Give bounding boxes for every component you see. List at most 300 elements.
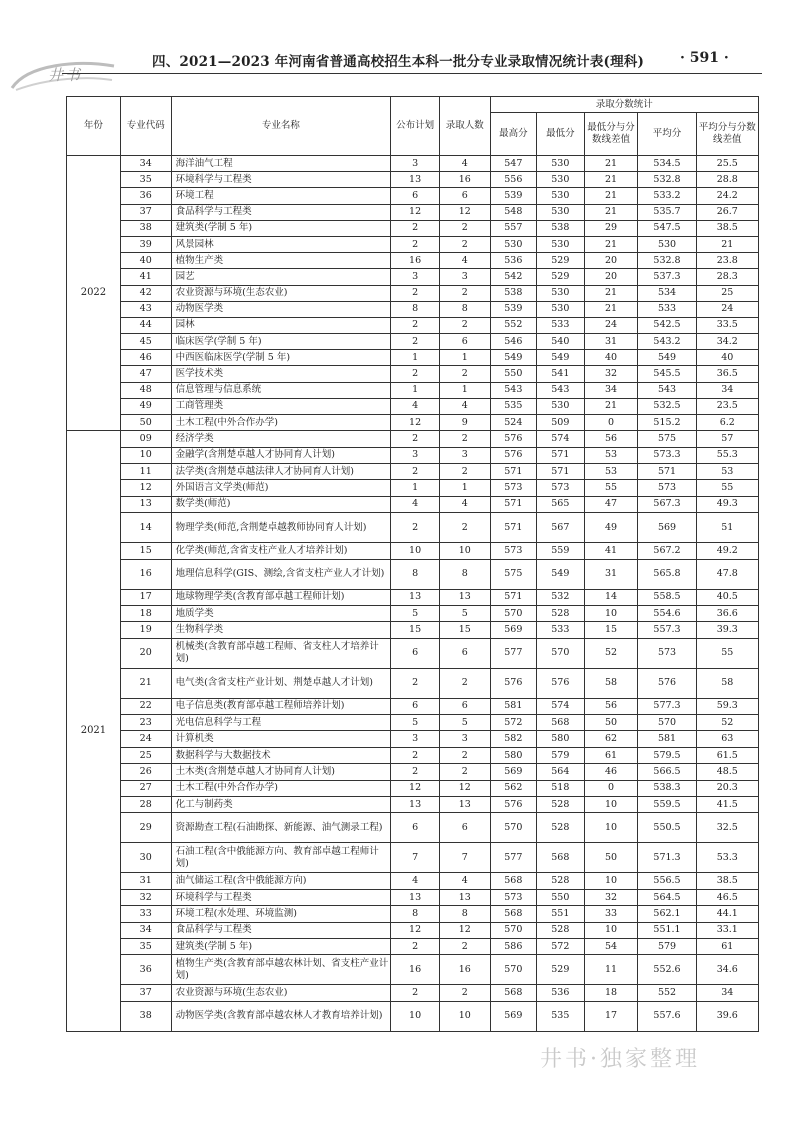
min-diff-cell: 10	[584, 605, 638, 621]
min-cell: 535	[537, 1001, 585, 1031]
min-cell: 543	[537, 382, 585, 398]
plan-cell: 16	[391, 253, 440, 269]
max-cell: 575	[490, 559, 536, 589]
min-cell: 541	[537, 366, 585, 382]
avg-diff-cell: 34.6	[696, 955, 758, 985]
plan-cell: 2	[391, 764, 440, 780]
max-cell: 539	[490, 188, 536, 204]
max-cell: 570	[490, 922, 536, 938]
year-cell: 2022	[67, 156, 121, 431]
max-cell: 550	[490, 366, 536, 382]
plan-cell: 15	[391, 622, 440, 638]
plan-cell: 3	[391, 447, 440, 463]
min-diff-cell: 18	[584, 985, 638, 1001]
max-cell: 571	[490, 513, 536, 543]
max-cell: 582	[490, 731, 536, 747]
table-row	[67, 889, 759, 905]
avg-cell: 543.2	[638, 334, 696, 350]
name-cell: 地理信息科学(GIS、测绘,含省支柱产业人才计划)	[171, 559, 391, 589]
min-diff-cell: 0	[584, 415, 638, 431]
table-row	[67, 747, 759, 763]
min-cell: 579	[537, 747, 585, 763]
min-cell: 567	[537, 513, 585, 543]
max-cell: 543	[490, 382, 536, 398]
avg-cell: 532.5	[638, 398, 696, 414]
min-cell: 571	[537, 447, 585, 463]
plan-cell: 10	[391, 543, 440, 559]
min-cell: 532	[537, 589, 585, 605]
code-cell: 45	[120, 334, 171, 350]
code-cell: 43	[120, 301, 171, 317]
avg-diff-cell: 24.2	[696, 188, 758, 204]
avg-cell: 552.6	[638, 955, 696, 985]
admitted-cell: 2	[439, 317, 490, 333]
col-avg-diff: 平均分与分数线差值	[696, 113, 758, 156]
code-cell: 13	[120, 496, 171, 512]
min-diff-cell: 41	[584, 543, 638, 559]
code-cell: 17	[120, 589, 171, 605]
plan-cell: 13	[391, 797, 440, 813]
avg-cell: 558.5	[638, 589, 696, 605]
admitted-cell: 2	[439, 463, 490, 479]
min-diff-cell: 11	[584, 955, 638, 985]
avg-diff-cell: 51	[696, 513, 758, 543]
name-cell: 环境工程(水处理、环境监测)	[171, 906, 391, 922]
name-cell: 动物医学类	[171, 301, 391, 317]
max-cell: 571	[490, 463, 536, 479]
code-cell: 36	[120, 955, 171, 985]
max-cell: 530	[490, 236, 536, 252]
avg-diff-cell: 53.3	[696, 843, 758, 873]
max-cell: 570	[490, 813, 536, 843]
max-cell: 576	[490, 447, 536, 463]
max-cell: 549	[490, 350, 536, 366]
code-cell: 16	[120, 559, 171, 589]
table-row	[67, 668, 759, 698]
table-row	[67, 350, 759, 366]
plan-cell: 12	[391, 204, 440, 220]
table-row	[67, 415, 759, 431]
min-diff-cell: 0	[584, 780, 638, 796]
avg-cell: 557.3	[638, 622, 696, 638]
admitted-cell: 2	[439, 747, 490, 763]
min-diff-cell: 20	[584, 253, 638, 269]
plan-cell: 2	[391, 334, 440, 350]
col-min: 最低分	[537, 113, 585, 156]
avg-cell: 569	[638, 513, 696, 543]
name-cell: 植物生产类(含教育部卓越农林计划、省支柱产业计划)	[171, 955, 391, 985]
plan-cell: 2	[391, 747, 440, 763]
table-row	[67, 496, 759, 512]
avg-cell: 575	[638, 431, 696, 447]
code-cell: 28	[120, 797, 171, 813]
name-cell: 数学类(师范)	[171, 496, 391, 512]
min-cell: 574	[537, 431, 585, 447]
avg-cell: 537.3	[638, 269, 696, 285]
min-cell: 573	[537, 480, 585, 496]
table-row	[67, 780, 759, 796]
table-row	[67, 638, 759, 668]
min-diff-cell: 21	[584, 398, 638, 414]
code-cell: 37	[120, 204, 171, 220]
avg-diff-cell: 49.2	[696, 543, 758, 559]
admitted-cell: 2	[439, 236, 490, 252]
name-cell: 外国语言文学类(师范)	[171, 480, 391, 496]
avg-diff-cell: 63	[696, 731, 758, 747]
code-cell: 49	[120, 398, 171, 414]
admitted-cell: 2	[439, 985, 490, 1001]
table-row	[67, 731, 759, 747]
min-diff-cell: 53	[584, 463, 638, 479]
min-cell: 530	[537, 188, 585, 204]
avg-diff-cell: 32.5	[696, 813, 758, 843]
table-row	[67, 513, 759, 543]
max-cell: 548	[490, 204, 536, 220]
avg-diff-cell: 41.5	[696, 797, 758, 813]
min-cell: 564	[537, 764, 585, 780]
avg-diff-cell: 40.5	[696, 589, 758, 605]
avg-diff-cell: 28.8	[696, 172, 758, 188]
avg-diff-cell: 61.5	[696, 747, 758, 763]
max-cell: 556	[490, 172, 536, 188]
avg-diff-cell: 28.3	[696, 269, 758, 285]
table-row	[67, 285, 759, 301]
name-cell: 土木类(含荆楚卓越人才协同育人计划)	[171, 764, 391, 780]
year-cell: 2021	[67, 431, 121, 1032]
avg-diff-cell: 23.5	[696, 398, 758, 414]
max-cell: 571	[490, 496, 536, 512]
name-cell: 油气储运工程(含中俄能源方向)	[171, 873, 391, 889]
admitted-cell: 2	[439, 285, 490, 301]
plan-cell: 2	[391, 985, 440, 1001]
avg-diff-cell: 40	[696, 350, 758, 366]
table-row	[67, 605, 759, 621]
min-cell: 568	[537, 843, 585, 873]
name-cell: 地质学类	[171, 605, 391, 621]
code-cell: 40	[120, 253, 171, 269]
min-cell: 568	[537, 715, 585, 731]
avg-diff-cell: 25	[696, 285, 758, 301]
plan-cell: 1	[391, 350, 440, 366]
avg-cell: 547.5	[638, 220, 696, 236]
avg-cell: 570	[638, 715, 696, 731]
avg-diff-cell: 34	[696, 985, 758, 1001]
max-cell: 535	[490, 398, 536, 414]
min-cell: 528	[537, 813, 585, 843]
admitted-cell: 12	[439, 204, 490, 220]
code-cell: 42	[120, 285, 171, 301]
table-row	[67, 317, 759, 333]
admitted-cell: 2	[439, 431, 490, 447]
name-cell: 风景园林	[171, 236, 391, 252]
min-diff-cell: 62	[584, 731, 638, 747]
plan-cell: 2	[391, 431, 440, 447]
code-cell: 10	[120, 447, 171, 463]
avg-diff-cell: 33.1	[696, 922, 758, 938]
admitted-cell: 6	[439, 813, 490, 843]
code-cell: 48	[120, 382, 171, 398]
avg-diff-cell: 39.3	[696, 622, 758, 638]
avg-cell: 554.6	[638, 605, 696, 621]
plan-cell: 13	[391, 889, 440, 905]
avg-cell: 573.3	[638, 447, 696, 463]
admitted-cell: 8	[439, 906, 490, 922]
min-diff-cell: 55	[584, 480, 638, 496]
min-cell: 509	[537, 415, 585, 431]
min-diff-cell: 21	[584, 188, 638, 204]
table-row	[67, 955, 759, 985]
max-cell: 570	[490, 955, 536, 985]
min-diff-cell: 49	[584, 513, 638, 543]
table-row	[67, 843, 759, 873]
admitted-cell: 13	[439, 889, 490, 905]
name-cell: 建筑类(学制 5 年)	[171, 939, 391, 955]
header-rule	[62, 73, 762, 74]
plan-cell: 2	[391, 220, 440, 236]
avg-diff-cell: 36.5	[696, 366, 758, 382]
admitted-cell: 13	[439, 589, 490, 605]
avg-diff-cell: 20.3	[696, 780, 758, 796]
table-row	[67, 559, 759, 589]
plan-cell: 8	[391, 906, 440, 922]
table-row	[67, 253, 759, 269]
plan-cell: 3	[391, 731, 440, 747]
code-cell: 36	[120, 188, 171, 204]
admitted-cell: 7	[439, 843, 490, 873]
avg-cell: 565.8	[638, 559, 696, 589]
code-cell: 14	[120, 513, 171, 543]
name-cell: 园林	[171, 317, 391, 333]
table-row	[67, 269, 759, 285]
col-code: 专业代码	[120, 97, 171, 156]
avg-diff-cell: 23.8	[696, 253, 758, 269]
avg-diff-cell: 55.3	[696, 447, 758, 463]
min-diff-cell: 50	[584, 715, 638, 731]
min-cell: 536	[537, 985, 585, 1001]
table-row	[67, 715, 759, 731]
min-cell: 540	[537, 334, 585, 350]
avg-diff-cell: 36.6	[696, 605, 758, 621]
min-cell: 528	[537, 873, 585, 889]
admitted-cell: 2	[439, 366, 490, 382]
avg-cell: 573	[638, 480, 696, 496]
name-cell: 农业资源与环境(生态农业)	[171, 985, 391, 1001]
admitted-cell: 10	[439, 543, 490, 559]
min-diff-cell: 61	[584, 747, 638, 763]
table-row	[67, 204, 759, 220]
admitted-cell: 1	[439, 382, 490, 398]
avg-diff-cell: 25.5	[696, 156, 758, 172]
table-row	[67, 236, 759, 252]
min-cell: 580	[537, 731, 585, 747]
code-cell: 27	[120, 780, 171, 796]
min-cell: 528	[537, 797, 585, 813]
admitted-cell: 2	[439, 668, 490, 698]
min-diff-cell: 56	[584, 698, 638, 714]
avg-cell: 556.5	[638, 873, 696, 889]
max-cell: 573	[490, 889, 536, 905]
plan-cell: 1	[391, 480, 440, 496]
name-cell: 电子信息类(教育部卓越工程师培养计划)	[171, 698, 391, 714]
name-cell: 法学类(含荆楚卓越法律人才协同育人计划)	[171, 463, 391, 479]
table-row	[67, 764, 759, 780]
code-cell: 47	[120, 366, 171, 382]
table-row	[67, 301, 759, 317]
max-cell: 577	[490, 638, 536, 668]
admitted-cell: 6	[439, 638, 490, 668]
page-number: · 591 ·	[680, 50, 729, 66]
min-cell: 530	[537, 236, 585, 252]
avg-cell: 533.2	[638, 188, 696, 204]
avg-cell: 532.8	[638, 172, 696, 188]
table-row	[67, 622, 759, 638]
min-diff-cell: 15	[584, 622, 638, 638]
name-cell: 经济学类	[171, 431, 391, 447]
avg-cell: 579.5	[638, 747, 696, 763]
table-row	[67, 698, 759, 714]
name-cell: 环境工程	[171, 188, 391, 204]
min-cell: 529	[537, 269, 585, 285]
avg-diff-cell: 55	[696, 480, 758, 496]
max-cell: 576	[490, 668, 536, 698]
name-cell: 食品科学与工程类	[171, 922, 391, 938]
min-diff-cell: 21	[584, 301, 638, 317]
col-min-diff: 最低分与分数线差值	[584, 113, 638, 156]
table-row	[67, 156, 759, 172]
code-cell: 26	[120, 764, 171, 780]
plan-cell: 5	[391, 605, 440, 621]
code-cell: 35	[120, 939, 171, 955]
code-cell: 25	[120, 747, 171, 763]
table-row	[67, 985, 759, 1001]
name-cell: 动物医学类(含教育部卓越农林人才教育培养计划)	[171, 1001, 391, 1031]
avg-diff-cell: 24	[696, 301, 758, 317]
code-cell: 11	[120, 463, 171, 479]
max-cell: 568	[490, 906, 536, 922]
plan-cell: 2	[391, 285, 440, 301]
plan-cell: 13	[391, 172, 440, 188]
admitted-cell: 1	[439, 480, 490, 496]
avg-cell: 543	[638, 382, 696, 398]
min-diff-cell: 21	[584, 236, 638, 252]
code-cell: 23	[120, 715, 171, 731]
stamp-text: 井书	[48, 66, 83, 84]
avg-cell: 530	[638, 236, 696, 252]
avg-diff-cell: 26.7	[696, 204, 758, 220]
plan-cell: 2	[391, 236, 440, 252]
avg-cell: 576	[638, 668, 696, 698]
plan-cell: 8	[391, 559, 440, 589]
name-cell: 石油工程(含中俄能源方向、教育部卓越工程师计划)	[171, 843, 391, 873]
code-cell: 31	[120, 873, 171, 889]
min-cell: 530	[537, 285, 585, 301]
code-cell: 19	[120, 622, 171, 638]
code-cell: 30	[120, 843, 171, 873]
avg-diff-cell: 55	[696, 638, 758, 668]
name-cell: 化学类(师范,含省支柱产业人才培养计划)	[171, 543, 391, 559]
min-diff-cell: 53	[584, 447, 638, 463]
plan-cell: 12	[391, 780, 440, 796]
avg-cell: 534.5	[638, 156, 696, 172]
max-cell: 572	[490, 715, 536, 731]
min-cell: 574	[537, 698, 585, 714]
avg-diff-cell: 39.6	[696, 1001, 758, 1031]
admitted-cell: 12	[439, 922, 490, 938]
max-cell: 577	[490, 843, 536, 873]
avg-diff-cell: 57	[696, 431, 758, 447]
name-cell: 建筑类(学制 5 年)	[171, 220, 391, 236]
col-max: 最高分	[490, 113, 536, 156]
admitted-cell: 16	[439, 955, 490, 985]
max-cell: 562	[490, 780, 536, 796]
avg-cell: 557.6	[638, 1001, 696, 1031]
avg-cell: 567.3	[638, 496, 696, 512]
avg-diff-cell: 49.3	[696, 496, 758, 512]
admitted-cell: 2	[439, 513, 490, 543]
plan-cell: 1	[391, 382, 440, 398]
plan-cell: 2	[391, 513, 440, 543]
max-cell: 542	[490, 269, 536, 285]
admitted-cell: 5	[439, 605, 490, 621]
max-cell: 570	[490, 605, 536, 621]
max-cell: 546	[490, 334, 536, 350]
admitted-cell: 4	[439, 873, 490, 889]
table-row	[67, 939, 759, 955]
admitted-cell: 1	[439, 350, 490, 366]
plan-cell: 4	[391, 873, 440, 889]
code-cell: 41	[120, 269, 171, 285]
avg-cell: 552	[638, 985, 696, 1001]
code-cell: 35	[120, 172, 171, 188]
name-cell: 金融学(含荆楚卓越人才协同育人计划)	[171, 447, 391, 463]
name-cell: 土木工程(中外合作办学)	[171, 415, 391, 431]
max-cell: 569	[490, 622, 536, 638]
table-row	[67, 1001, 759, 1031]
plan-cell: 12	[391, 922, 440, 938]
min-diff-cell: 32	[584, 366, 638, 382]
table-row	[67, 366, 759, 382]
col-score-group: 录取分数统计	[490, 97, 758, 113]
min-diff-cell: 17	[584, 1001, 638, 1031]
avg-diff-cell: 46.5	[696, 889, 758, 905]
admission-table	[66, 96, 759, 1032]
name-cell: 电气类(含省支柱产业计划、荆楚卓越人才计划)	[171, 668, 391, 698]
plan-cell: 3	[391, 269, 440, 285]
avg-cell: 577.3	[638, 698, 696, 714]
plan-cell: 12	[391, 415, 440, 431]
watermark: 井书·独家整理	[540, 1047, 700, 1072]
code-cell: 29	[120, 813, 171, 843]
plan-cell: 7	[391, 843, 440, 873]
name-cell: 食品科学与工程类	[171, 204, 391, 220]
name-cell: 计算机类	[171, 731, 391, 747]
page-title: 四、2021—2023 年河南省普通高校招生本科一批分专业录取情况统计表(理科)	[152, 54, 645, 70]
min-diff-cell: 31	[584, 334, 638, 350]
min-diff-cell: 10	[584, 922, 638, 938]
code-cell: 34	[120, 922, 171, 938]
admitted-cell: 3	[439, 269, 490, 285]
code-cell: 34	[120, 156, 171, 172]
code-cell: 20	[120, 638, 171, 668]
plan-cell: 2	[391, 317, 440, 333]
min-cell: 551	[537, 906, 585, 922]
min-diff-cell: 21	[584, 172, 638, 188]
avg-cell: 550.5	[638, 813, 696, 843]
avg-cell: 549	[638, 350, 696, 366]
plan-cell: 6	[391, 188, 440, 204]
admitted-cell: 12	[439, 780, 490, 796]
table-row	[67, 589, 759, 605]
